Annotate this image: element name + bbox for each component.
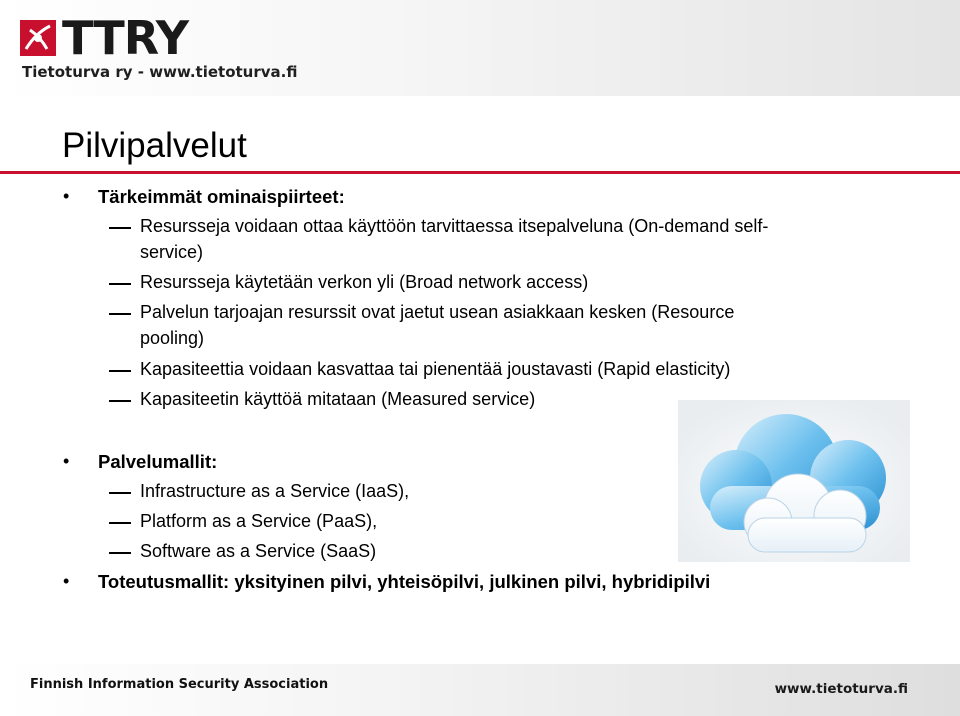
list-item-continuation: service) [140,242,204,262]
logo-wordmark: TTRY [62,11,189,65]
section-heading: Toteutusmallit: yksityinen pilvi, yhteisöpilvi, julkinen pilvi, hybridipilvi [98,571,711,592]
dash-icon [109,522,131,524]
dash-icon [109,370,131,372]
section-heading: Tärkeimmät ominaispiirteet: [98,186,345,207]
section-heading: Palvelumallit: [98,451,218,472]
list-item: Infrastructure as a Service (IaaS), [140,481,410,501]
list-item-continuation: pooling) [140,328,205,348]
header-subtitle: Tietoturva ry - www.tietoturva.fi [22,63,298,81]
footer-website: www.tietoturva.fi [774,681,908,697]
dash-icon [109,492,131,494]
dash-icon [109,227,131,229]
list-item: Resursseja voidaan ottaa käyttöön tarvittaessa itsepalveluna (On-demand self- [140,216,769,236]
bullet-icon: • [63,186,70,206]
cloud-illustration-icon [678,400,910,562]
list-item: Resursseja käytetään verkon yli (Broad network access) [140,272,589,292]
dash-icon [109,313,131,315]
bullet-icon: • [63,451,70,471]
bullet-icon: • [63,571,70,591]
list-item: Platform as a Service (PaaS), [140,511,378,531]
footer-organization: Finnish Information Security Association [30,677,329,692]
dash-icon [109,283,131,285]
dash-icon [109,552,131,554]
list-item: Software as a Service (SaaS) [140,541,377,561]
list-item: Palvelun tarjoajan resurssit ovat jaetut usean asiakkaan kesken (Resource [140,302,735,322]
dash-icon [109,400,131,402]
slide-footer [0,664,960,716]
slide-title: Pilvipalvelut [62,126,247,165]
list-item: Kapasiteetin käyttöä mitataan (Measured service) [140,389,536,409]
list-item: Kapasiteettia voidaan kasvattaa tai pienentää joustavasti (Rapid elasticity) [140,359,731,379]
